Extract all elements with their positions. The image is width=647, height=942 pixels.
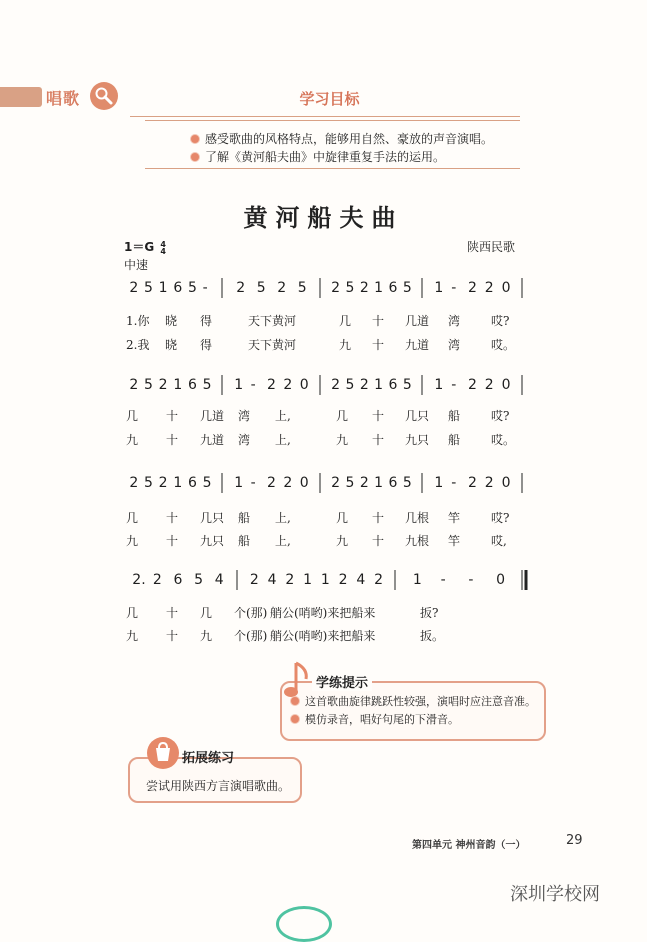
note: 2 — [338, 572, 348, 588]
lyric-word: 船 — [448, 409, 461, 423]
note: 5 — [345, 280, 355, 296]
lyric-word: 十 — [372, 314, 385, 328]
note: 5 — [402, 377, 412, 393]
note: 6 — [388, 280, 398, 296]
note: 6 — [388, 475, 398, 491]
note: - — [451, 280, 457, 296]
meter-top: 4 — [160, 239, 166, 249]
objective-item: 感受歌曲的风格特点，能够用自然、豪放的声音演唱。 — [190, 130, 493, 147]
tip-item: 这首歌曲旋律跳跃性较强，演唱时应注意音准。 — [290, 693, 536, 709]
lyric-word: 十 — [166, 511, 179, 525]
note: 1 — [412, 572, 422, 588]
lyric-word: 十 — [372, 409, 385, 423]
lyric-word: 艄公(哨哟)来把船来 — [270, 606, 376, 620]
lyric-word: 十 — [166, 409, 179, 423]
lyric-word: 扳? — [420, 606, 439, 620]
lyric-word: 九道 — [405, 338, 430, 352]
note: 2 — [249, 572, 259, 588]
lyric-word: 几道 — [200, 409, 225, 423]
lyric-word: 几 — [126, 511, 139, 525]
tips-title: 学练提示 — [312, 672, 372, 691]
lyric-word: 船 — [238, 511, 251, 525]
note: 5 — [144, 280, 153, 296]
note: 5 — [402, 475, 412, 491]
lyric-word: 湾 — [238, 433, 251, 447]
lyric-word: 九只 — [200, 534, 225, 548]
lyric-word: 上, — [275, 534, 291, 548]
note: 5 — [202, 377, 212, 393]
note: 2 — [158, 475, 168, 491]
tip-item: 模仿录音，唱好句尾的下滑音。 — [290, 711, 459, 727]
note: 2 — [285, 572, 295, 588]
note: 0 — [299, 475, 309, 491]
note: 2 — [484, 377, 494, 393]
lyric-word: 几 — [200, 606, 213, 620]
tempo-marking: 中速 — [124, 258, 149, 272]
lyric-word: 竿 — [448, 534, 461, 548]
lyric-word: 竿 — [448, 511, 461, 525]
note: 1 — [374, 377, 384, 393]
note: 5 — [297, 280, 307, 296]
note: 1 — [320, 572, 330, 588]
note: 2 — [152, 572, 162, 588]
lyric-word: 十 — [166, 629, 179, 643]
note: 0 — [299, 377, 309, 393]
note: 5 — [144, 475, 153, 491]
note: 1 — [434, 377, 444, 393]
lyric-word: 十 — [372, 511, 385, 525]
note: 1 — [434, 280, 444, 296]
song-title: 黄河船夫曲 — [243, 203, 404, 232]
lyric-word: 2.我 — [126, 338, 150, 352]
note: 2 — [129, 280, 139, 296]
divider — [372, 682, 536, 683]
note: 2 — [277, 280, 287, 296]
note: 0 — [501, 475, 511, 491]
note: 5 — [194, 572, 204, 588]
note: 2 — [359, 475, 369, 491]
note: 0 — [501, 280, 511, 296]
meter-bottom: 4 — [160, 246, 166, 256]
note: 5 — [202, 475, 212, 491]
lyric-word: 艄公(哨哟)来把船来 — [270, 629, 376, 643]
note: 1 — [303, 572, 313, 588]
lyric-word: 哎? — [491, 314, 510, 328]
note: 2 — [359, 280, 369, 296]
song-origin: 陕西民歌 — [467, 240, 516, 254]
lyric-word: 几 — [336, 409, 349, 423]
note: 5 — [188, 280, 197, 296]
lyric-word: 九 — [339, 338, 352, 352]
note: 2 — [468, 377, 477, 393]
note: 2 — [331, 475, 341, 491]
lyric-word: 九 — [336, 534, 349, 548]
note: 5 — [256, 280, 266, 296]
note: 1 — [434, 475, 444, 491]
watermark: 深圳学校网 — [510, 884, 600, 905]
lyric-word: 十 — [166, 606, 179, 620]
note: 1 — [234, 377, 244, 393]
lyric-word: 哎, — [491, 534, 507, 548]
lyric-word: 上, — [275, 511, 291, 525]
note: 2 — [129, 377, 139, 393]
lyric-word: 九 — [126, 629, 139, 643]
note: 1 — [374, 280, 384, 296]
note: 2 — [468, 280, 477, 296]
lyric-word: 天下黄河 — [248, 338, 297, 352]
note: 1 — [374, 475, 384, 491]
lyric-word: 十 — [166, 534, 179, 548]
note: 4 — [214, 572, 224, 588]
lyric-word: 上, — [275, 433, 291, 447]
lyric-word: 十 — [372, 338, 385, 352]
note: 2. — [132, 572, 146, 588]
lyric-word: 几 — [126, 606, 139, 620]
lyric-word: 哎。 — [491, 338, 516, 352]
note: 5 — [402, 280, 412, 296]
lyric-word: 十 — [372, 433, 385, 447]
lyric-word: 得 — [200, 314, 213, 328]
lyric-word: 上, — [275, 409, 291, 423]
lyric-word: 得 — [200, 338, 213, 352]
note: 4 — [267, 572, 277, 588]
lyric-word: 个(那) — [234, 629, 268, 643]
note: 1 — [173, 377, 183, 393]
note: 0 — [501, 377, 511, 393]
lyric-word: 晓 — [165, 314, 178, 328]
note: - — [250, 377, 256, 393]
lyric-word: 船 — [238, 534, 251, 548]
note: - — [440, 572, 446, 588]
divider — [248, 758, 296, 759]
section-tab-label: 唱歌 — [46, 89, 81, 108]
note: 4 — [356, 572, 366, 588]
lyric-word: 几只 — [200, 511, 225, 525]
note: - — [451, 475, 457, 491]
key-signature: 1＝G 4 4 — [124, 239, 166, 256]
note: 6 — [173, 280, 183, 296]
note: 2 — [129, 475, 139, 491]
note: 2 — [236, 280, 246, 296]
lyric-word: 天下黄河 — [248, 314, 297, 328]
note: 2 — [158, 377, 168, 393]
note: 6 — [188, 377, 197, 393]
lyric-word: 九道 — [200, 433, 225, 447]
lyric-word: 九根 — [405, 534, 430, 548]
lyric-word: 九 — [126, 433, 139, 447]
note: 1 — [158, 280, 168, 296]
lyric-word: 湾 — [238, 409, 251, 423]
note: 1 — [234, 475, 244, 491]
note: 1 — [173, 475, 183, 491]
note: 2 — [359, 377, 369, 393]
footer-unit: 第四单元 神州音韵（一） — [412, 840, 526, 851]
lyric-word: 十 — [166, 433, 179, 447]
note: 6 — [388, 377, 398, 393]
lyric-word: 扳。 — [420, 629, 445, 643]
note: 2 — [283, 475, 293, 491]
lyric-word: 个(那) — [234, 606, 268, 620]
note: 2 — [331, 280, 341, 296]
note: 2 — [283, 377, 293, 393]
lyric-word: 船 — [448, 433, 461, 447]
lyric-word: 哎。 — [491, 433, 516, 447]
note: 6 — [173, 572, 183, 588]
note: 2 — [484, 475, 494, 491]
note: 2 — [468, 475, 477, 491]
note: - — [451, 377, 457, 393]
lyric-word: 几 — [126, 409, 139, 423]
lyric-word: 九 — [336, 433, 349, 447]
note: - — [202, 280, 208, 296]
note: - — [468, 572, 474, 588]
note: - — [250, 475, 256, 491]
note: 5 — [345, 377, 355, 393]
lyric-word: 湾 — [448, 338, 461, 352]
lyric-word: 1.你 — [126, 314, 150, 328]
lyric-word: 哎? — [491, 511, 510, 525]
decorative-circle — [276, 906, 332, 942]
lyric-word: 几道 — [405, 314, 430, 328]
extend-text: 尝试用陕西方言演唱歌曲。 — [146, 779, 291, 793]
lyric-word: 十 — [372, 534, 385, 548]
objective-item: 了解《黄河船夫曲》中旋律重复手法的运用。 — [190, 148, 445, 165]
lyric-word: 九只 — [405, 433, 430, 447]
lyric-word: 几只 — [405, 409, 430, 423]
objectives-title: 学习目标 — [299, 90, 360, 108]
note: 2 — [374, 572, 384, 588]
extend-title: 拓展练习 — [182, 751, 235, 766]
lyric-word: 几 — [336, 511, 349, 525]
lyric-word: 哎? — [491, 409, 510, 423]
lyric-word: 九 — [126, 534, 139, 548]
page-number: 29 — [566, 833, 583, 848]
note: 2 — [267, 377, 276, 393]
lyric-word: 湾 — [448, 314, 461, 328]
note: 6 — [188, 475, 197, 491]
note: 0 — [496, 572, 506, 588]
note: 2 — [484, 280, 494, 296]
lyric-word: 几 — [339, 314, 352, 328]
lyric-word: 晓 — [165, 338, 178, 352]
note: 2 — [267, 475, 276, 491]
lyric-word: 九 — [200, 629, 213, 643]
practice-icon — [147, 737, 179, 769]
note: 2 — [331, 377, 341, 393]
note: 5 — [144, 377, 153, 393]
lyric-word: 几根 — [405, 511, 430, 525]
note: 5 — [345, 475, 355, 491]
